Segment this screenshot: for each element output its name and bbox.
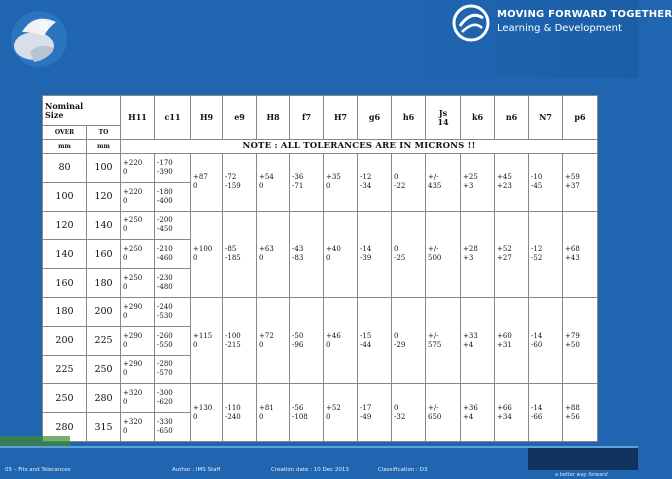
c11-cell: -230 -480 — [155, 269, 191, 298]
tolerance-note: NOTE : ALL TOLERANCES ARE IN MICRONS !! — [121, 140, 598, 154]
size-over-cell: 250 — [43, 384, 87, 413]
col-header-11: n6 — [495, 96, 529, 140]
unit-mm-to: mm — [87, 140, 121, 154]
tolerance-table-container — [42, 95, 597, 441]
size-over-cell: 200 — [43, 326, 87, 355]
h11-cell: +320 0 — [121, 384, 155, 413]
table-row — [43, 384, 598, 413]
tolerance-cell-h7: +40 0 — [324, 211, 358, 297]
h11-cell: +320 0 — [121, 413, 155, 442]
col-header-9: Js 14 — [426, 96, 461, 140]
size-to-cell: 280 — [87, 384, 121, 413]
col-header-3: e9 — [223, 96, 257, 140]
footer-brand-block — [528, 448, 638, 470]
size-to-cell: 100 — [87, 154, 121, 183]
h11-cell: +250 0 — [121, 240, 155, 269]
tolerance-table — [42, 95, 598, 442]
size-to-cell: 120 — [87, 182, 121, 211]
h11-cell: +290 0 — [121, 326, 155, 355]
c11-cell: -170 -390 — [155, 154, 191, 183]
tolerance-cell-h8: +81 0 — [257, 384, 290, 442]
tolerance-cell-p6: +88 +56 — [563, 384, 598, 442]
tolerance-cell-k6: +36 +4 — [461, 384, 495, 442]
col-header-0: H11 — [121, 96, 155, 140]
tolerance-cell-h8: +63 0 — [257, 211, 290, 297]
tolerance-cell-g6: -17 -49 — [358, 384, 392, 442]
col-header-1: c11 — [155, 96, 191, 140]
size-over-cell: 225 — [43, 355, 87, 384]
col-header-7: g6 — [358, 96, 392, 140]
size-to-cell: 225 — [87, 326, 121, 355]
table-row — [43, 154, 598, 183]
tolerance-cell-n7: -14 -60 — [529, 297, 563, 383]
tolerance-cell-h7: +35 0 — [324, 154, 358, 212]
brand-subtitle: Learning & Development — [497, 23, 622, 34]
tolerance-cell-h8: +72 0 — [257, 297, 290, 383]
c11-cell: -180 -400 — [155, 182, 191, 211]
tolerance-cell-p6: +68 +43 — [563, 211, 598, 297]
col-header-10: k6 — [461, 96, 495, 140]
tolerance-cell-n6: +66 +34 — [495, 384, 529, 442]
tolerance-cell-n7: -14 -66 — [529, 384, 563, 442]
tolerance-cell-f7: -43 -83 — [290, 211, 324, 297]
tolerance-cell-k6: +28 +3 — [461, 211, 495, 297]
tolerance-cell-f7: -50 -96 — [290, 297, 324, 383]
table-row — [43, 211, 598, 240]
size-over-cell: 120 — [43, 211, 87, 240]
h11-cell: +290 0 — [121, 355, 155, 384]
col-header-12: N7 — [529, 96, 563, 140]
tolerance-cell-k6: +33 +4 — [461, 297, 495, 383]
brand-swirl-icon — [452, 4, 490, 42]
size-to-cell: 140 — [87, 211, 121, 240]
brand-title: MOVING FORWARD TOGETHER — [497, 9, 672, 20]
c11-cell: -210 -460 — [155, 240, 191, 269]
tolerance-cell-js14: +/- 650 — [426, 384, 461, 442]
h11-cell: +290 0 — [121, 297, 155, 326]
footer-section-title: 05 – Fits and Tolerances — [5, 467, 71, 473]
size-over-cell: 160 — [43, 269, 87, 298]
tolerance-cell-h6: 0 -32 — [392, 384, 426, 442]
rolls-royce-mascot-icon — [4, 2, 74, 76]
size-to-cell: 180 — [87, 269, 121, 298]
tolerance-cell-g6: -15 -44 — [358, 297, 392, 383]
tolerance-cell-h6: 0 -29 — [392, 297, 426, 383]
unit-mm-over: mm — [43, 140, 87, 154]
nominal-size-header: Nominal Size — [43, 96, 121, 126]
header-row — [43, 96, 598, 126]
tolerance-cell-n6: +45 +23 — [495, 154, 529, 212]
size-over-cell: 280 — [43, 413, 87, 442]
units-row — [43, 140, 598, 154]
tolerance-cell-h6: 0 -22 — [392, 154, 426, 212]
size-over-cell: 180 — [43, 297, 87, 326]
over-header: OVER — [43, 126, 87, 140]
tolerance-cell-h9: +115 0 — [191, 297, 223, 383]
tolerance-cell-h9: +87 0 — [191, 154, 223, 212]
tolerance-cell-p6: +79 +50 — [563, 297, 598, 383]
col-header-6: H7 — [324, 96, 358, 140]
tolerance-cell-e9: -110 -240 — [223, 384, 257, 442]
c11-cell: -300 -620 — [155, 384, 191, 413]
tolerance-cell-g6: -12 -34 — [358, 154, 392, 212]
col-header-4: H8 — [257, 96, 290, 140]
c11-cell: -260 -550 — [155, 326, 191, 355]
footer-author: Author : IMS Staff — [172, 467, 221, 473]
to-header: TO — [87, 126, 121, 140]
tolerance-cell-n6: +52 +27 — [495, 211, 529, 297]
col-header-5: f7 — [290, 96, 324, 140]
tolerance-cell-js14: +/- 435 — [426, 154, 461, 212]
col-header-2: H9 — [191, 96, 223, 140]
size-to-cell: 200 — [87, 297, 121, 326]
tolerance-cell-e9: -100 -215 — [223, 297, 257, 383]
h11-cell: +250 0 — [121, 269, 155, 298]
tolerance-cell-js14: +/- 500 — [426, 211, 461, 297]
size-over-cell: 80 — [43, 154, 87, 183]
tolerance-cell-e9: -85 -185 — [223, 211, 257, 297]
tolerance-cell-h9: +130 0 — [191, 384, 223, 442]
tolerance-cell-p6: +59 +37 — [563, 154, 598, 212]
footer-accent-stripe — [0, 436, 70, 446]
tolerance-cell-h9: +100 0 — [191, 211, 223, 297]
tolerance-cell-f7: -36 -71 — [290, 154, 324, 212]
c11-cell: -330 -650 — [155, 413, 191, 442]
size-over-cell: 140 — [43, 240, 87, 269]
c11-cell: -280 -570 — [155, 355, 191, 384]
size-to-cell: 315 — [87, 413, 121, 442]
tolerance-cell-n7: -12 -52 — [529, 211, 563, 297]
col-header-8: h6 — [392, 96, 426, 140]
tolerance-cell-h7: +46 0 — [324, 297, 358, 383]
tolerance-cell-n6: +60 +31 — [495, 297, 529, 383]
col-header-13: p6 — [563, 96, 598, 140]
footer-tagline: a better way forward — [555, 472, 608, 478]
c11-cell: -240 -530 — [155, 297, 191, 326]
tolerance-cell-h7: +52 0 — [324, 384, 358, 442]
tolerance-cell-n7: -10 -45 — [529, 154, 563, 212]
tolerance-cell-k6: +25 +3 — [461, 154, 495, 212]
tolerance-cell-e9: -72 -159 — [223, 154, 257, 212]
tolerance-cell-f7: -56 -108 — [290, 384, 324, 442]
footer-creation-date: Creation date : 10 Dec 2013 — [271, 467, 349, 473]
size-over-cell: 100 — [43, 182, 87, 211]
c11-cell: -200 -450 — [155, 211, 191, 240]
h11-cell: +220 0 — [121, 154, 155, 183]
size-to-cell: 250 — [87, 355, 121, 384]
tolerance-cell-g6: -14 -39 — [358, 211, 392, 297]
h11-cell: +220 0 — [121, 182, 155, 211]
footer-classification: Classification : D3 — [378, 467, 428, 473]
size-to-cell: 160 — [87, 240, 121, 269]
table-row — [43, 297, 598, 326]
tolerance-cell-h6: 0 -25 — [392, 211, 426, 297]
h11-cell: +250 0 — [121, 211, 155, 240]
tolerance-cell-h8: +54 0 — [257, 154, 290, 212]
tolerance-cell-js14: +/- 575 — [426, 297, 461, 383]
